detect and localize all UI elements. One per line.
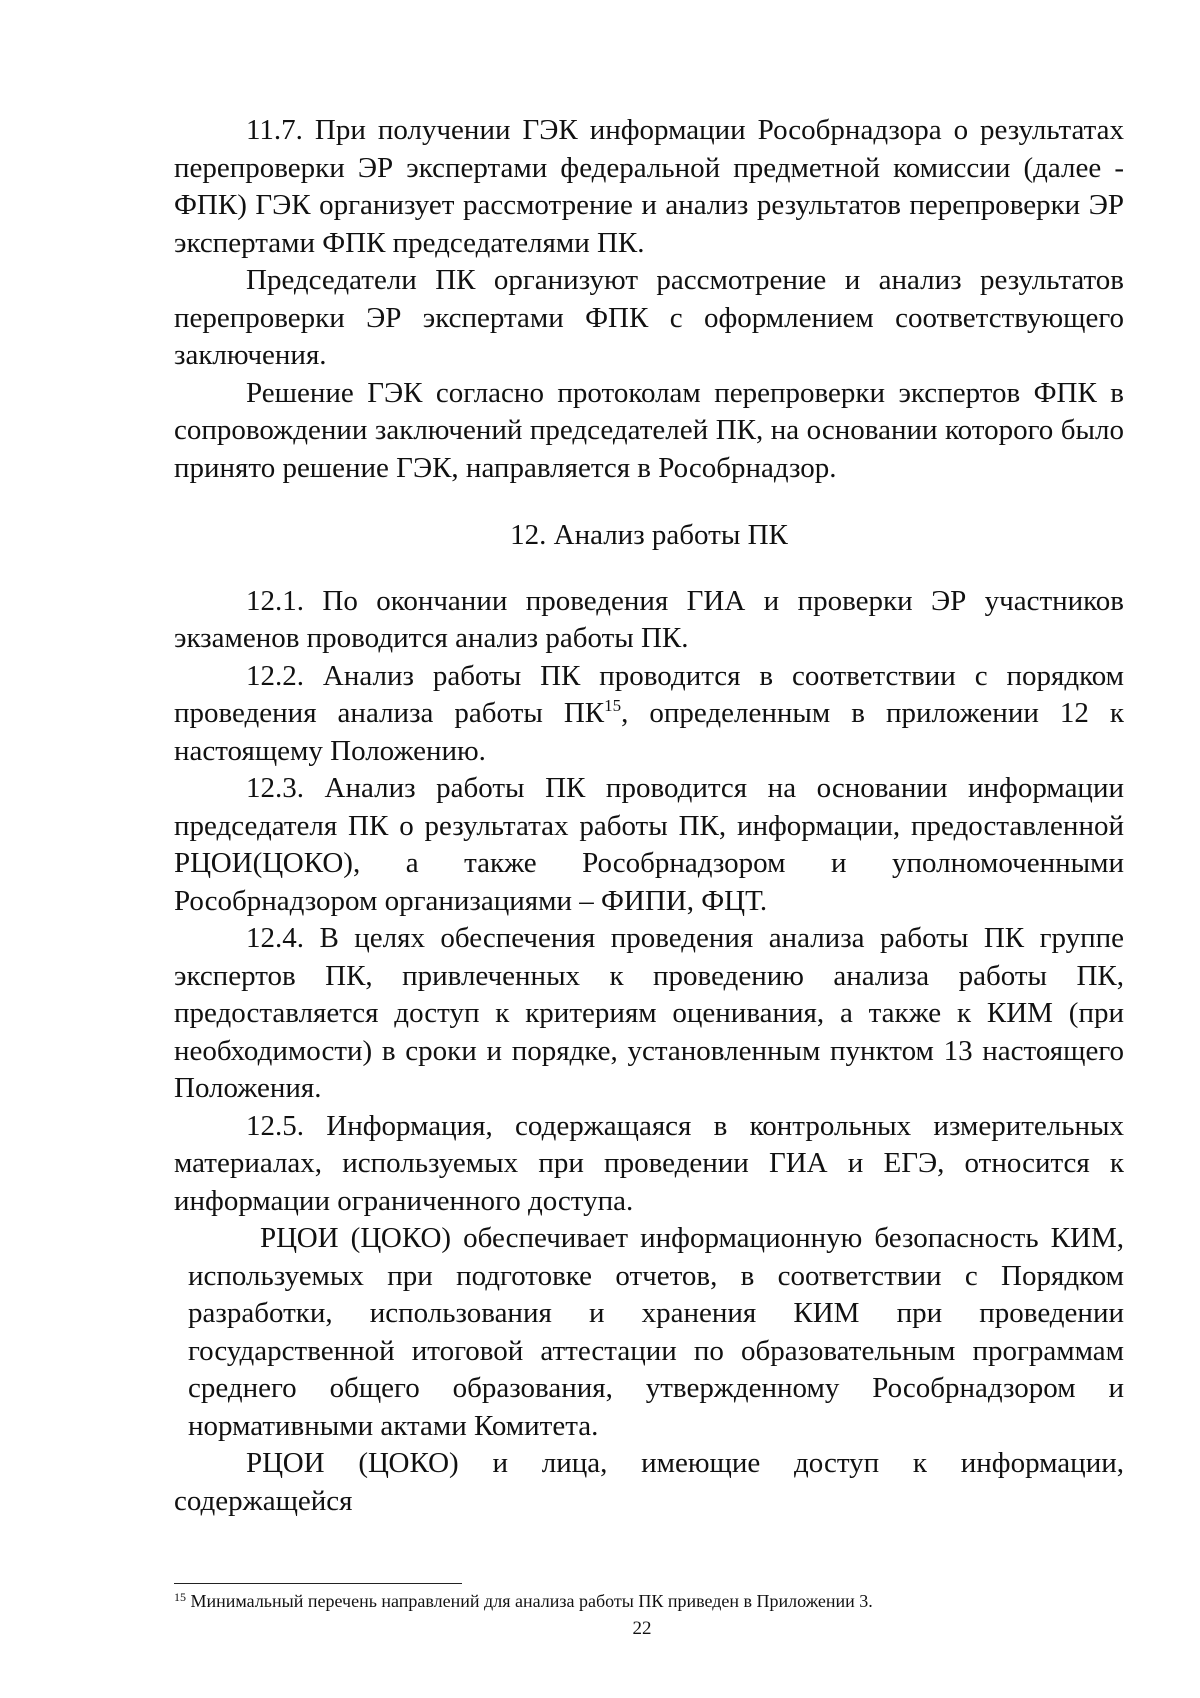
paragraph-12-5: 12.5. Информация, содержащаяся в контрольных измерительных материалах, используемых при проведении ГИА и ЕГЭ, относится к информации ограниченного доступа. <box>174 1109 1124 1217</box>
paragraph-12-3: 12.3. Анализ работы ПК проводится на основании информации председателя ПК о результатах работы ПК, информации, предоставленной РЦОИ(ЦОКО), а также Рособрнадзором и уполномоченными Рособрнадзором организациями – ФИПИ, ФЦТ. <box>174 772 1124 917</box>
paragraph-rcoi-security: РЦОИ (ЦОКО) обеспечивает информационную безопасность КИМ, используемых при подготовке отчетов, в соответствии с Порядком разработки, использования и хранения КИМ при проведении государственной итоговой аттестации по образовательным программам среднего общего образования, утвержденному Рособрнадзором и нормативными актами Комитета. <box>188 1222 1124 1442</box>
paragraph-12-4: 12.4. В целях обеспечения проведения анализа работы ПК группе экспертов ПК, привлеченных к проведению анализа работы ПК, предоставляется доступ к критериям оценивания, а также к КИМ (при необходимости) в сроки и порядке, установленным пунктом 13 настоящего Положения. <box>174 922 1124 1104</box>
paragraph-11-7: 11.7. При получении ГЭК информации Рособрнадзора о результатах перепроверки ЭР экспертами федеральной предметной комиссии (далее - ФПК) ГЭК организует рассмотрение и анализ результатов перепроверки ЭР экспертами ФПК председателями ПК. <box>174 114 1124 259</box>
paragraph-12-2-text-end: , определенным в приложении 12 к настоящему Положению. <box>174 697 1124 767</box>
paragraph-rcoi-access: РЦОИ (ЦОКО) и лица, имеющие доступ к информации, содержащейся <box>174 1447 1124 1517</box>
paragraph-12-2 <box>174 658 1124 771</box>
footnote <box>174 1590 1124 1612</box>
paragraph-chairs-review: Председатели ПК организуют рассмотрение и анализ результатов перепроверки ЭР экспертами ФПК с оформлением соответствующего заключения. <box>174 264 1124 371</box>
footnote-reference: 15 <box>604 696 622 715</box>
paragraph-12-1: 12.1. По окончании проведения ГИА и проверки ЭР участников экзаменов проводится анализ работы ПК. <box>174 584 1124 654</box>
paragraph-gek-decision: Решение ГЭК согласно протоколам перепроверки экспертов ФПК в сопровождении заключений председателей ПК, на основании которого было принято решение ГЭК, направляется в Рособрнадзор. <box>174 376 1124 484</box>
page-number: 22 <box>632 1618 652 1639</box>
footnote-mark: 15 <box>174 1590 186 1604</box>
paragraph-12-2-text-start: 12.2. Анализ работы ПК проводится в соответствии с порядком проведения анализа работы ПК <box>174 659 1124 729</box>
footnote-text: Минимальный перечень направлений для анализа работы ПК приведен в Приложении 3. <box>186 1591 873 1611</box>
page-body <box>174 112 1124 1520</box>
footnote-separator <box>174 1583 462 1584</box>
section-title: 12. Анализ работы ПК <box>510 519 788 551</box>
